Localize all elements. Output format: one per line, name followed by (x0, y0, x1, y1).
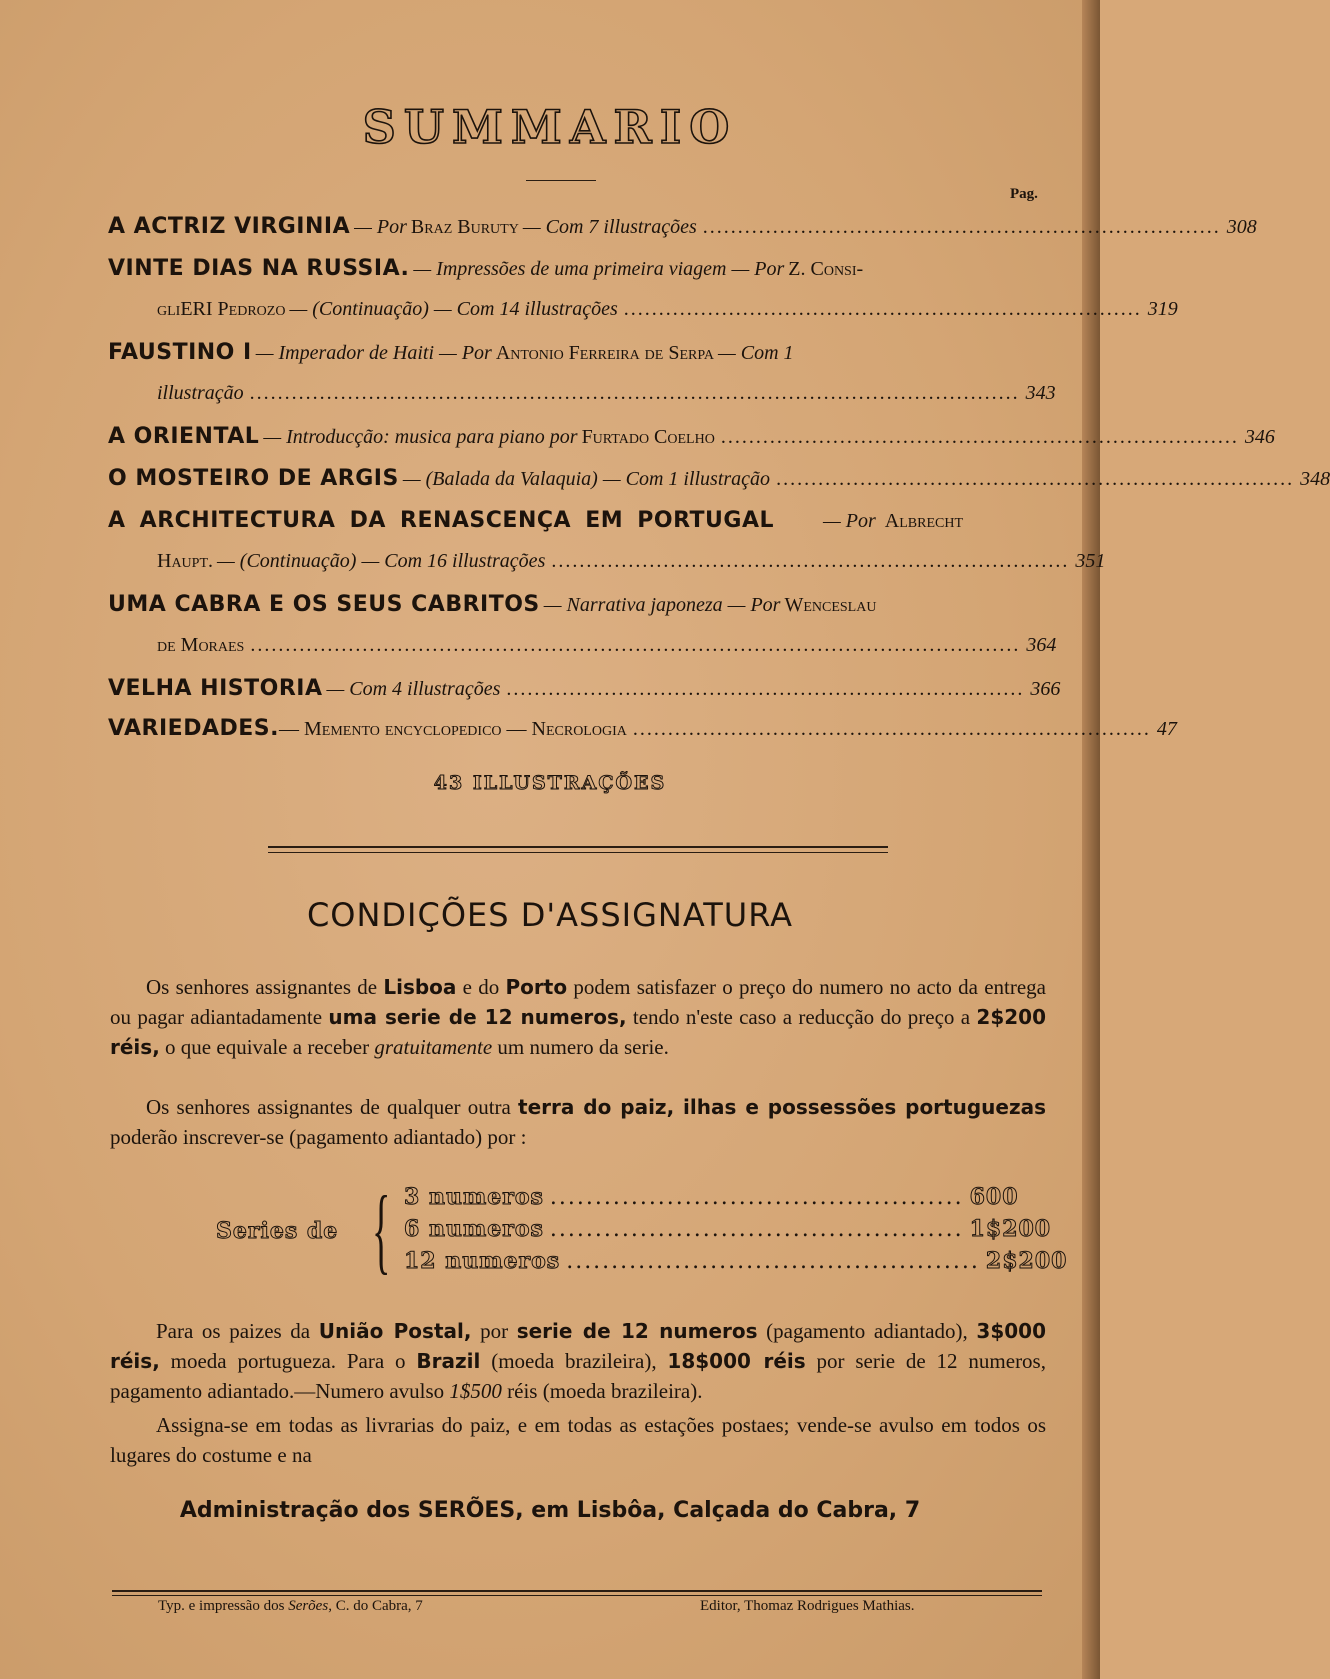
toc-page-number: 308 (1226, 216, 1257, 238)
toc-page-number: 346 (1244, 426, 1275, 448)
where-to-subscribe-paragraph: Assigna-se em todas as livrarias do paiz, e em todas as estações postaes; vende-se avulso em todos os lugares do costume e na (110, 1413, 1046, 1467)
page-edge-shadow (1082, 0, 1100, 1679)
toc-entry-continuation: illustração .............................................................................................................. 343 (157, 382, 1056, 404)
toc-entry: FAUSTINO I — Imperador de Haiti — Por Antonio Ferreira de Serpa — Com 1 (108, 340, 794, 365)
toc-entry: A ARCHITECTURA DA RENASCENÇA EM PORTUGAL — Por Albrecht (108, 508, 964, 533)
toc-entry: VINTE DIAS NA RUSSIA. — Impressões de uma primeira viagem — Por Z. Consi- (108, 256, 864, 281)
administration-address: Administração dos SERÕES, em Lisbôa, Calçada do Cabra, 7 (179, 1498, 921, 1523)
series-label: Series de (216, 1218, 339, 1244)
title-rule (526, 180, 596, 181)
toc-page-number: 364 (1026, 634, 1057, 656)
toc-entry: UMA CABRA E OS SEUS CABRITOS — Narrativa japoneza — Por Wenceslau (108, 592, 877, 617)
toc-entry: VARIEDADES. — Memento encyclopedico — Necrologia .......................................................................... 47 (108, 716, 1177, 741)
toc-entry-continuation: de Moraes .............................................................................................................. 364 (157, 634, 1057, 656)
series-row: 12 numeros .............................................. 2$200 (404, 1248, 1068, 1274)
toc-entry-continuation: Haupt. — (Continuação) — Com 16 illustrações .......................................................................... 351 (157, 550, 1106, 572)
toc-entry-continuation: gliERI Pedrozo — (Continuação) — Com 14 illustrações .......................................................................... 319 (157, 298, 1178, 320)
postal-union-paragraph: Para os paizes da União Postal, por serie de 12 numeros (pagamento adiantado), 3$000 réis, moeda portugueza. Para o Brazil (moeda brazileira), 18$000 réis por serie de 12 numeros, pagamento adiantado.—Numero avulso 1$500 réis (moeda brazileira). (110, 1319, 1046, 1403)
printer-credit: Typ. e impressão dos Serões, C. do Cabra, 7 (158, 1598, 423, 1614)
toc-page-number: 348 (1300, 468, 1330, 490)
subscription-paragraph-lisbon: Os senhores assignantes de Lisboa e do Porto podem satisfazer o preço do numero no acto da entrega ou pagar adiantadamente uma serie de 12 numeros, tendo n'este caso a reducção do preço a 2$200 réis, o que equivale a receber gratuitamente um numero da serie. (110, 975, 1046, 1059)
subscription-paragraph-provinces: Os senhores assignantes de qualquer outra terra do paiz, ilhas e possessões portuguezas poderão inscrever-se (pagamento adiantado) por : (110, 1095, 1047, 1149)
toc-entry: A ORIENTAL — Introducção: musica para piano por Furtado Coelho .......................................................................... 346 (108, 424, 1275, 449)
toc-entry: O MOSTEIRO DE ARGIS — (Balada da Valaquia) — Com 1 illustração .......................................................................... 348 (108, 466, 1330, 491)
toc-page-number: 319 (1147, 298, 1178, 320)
summary-title: SUMMARIO (362, 100, 738, 154)
illustration-count: 43 ILLUSTRAÇÕES (433, 772, 667, 794)
series-brace: { (372, 1176, 391, 1283)
toc-entry: A ACTRIZ VIRGINIA — Por Braz Buruty — Com 7 illustrações .......................................................................... 308 (108, 214, 1257, 239)
editor-credit: Editor, Thomaz Rodrigues Mathias. (700, 1598, 915, 1614)
toc-page-number: 343 (1025, 382, 1056, 404)
toc-page-number: 366 (1030, 678, 1061, 700)
toc-page-number: 47 (1156, 718, 1177, 740)
page-column-label: Pag. (1010, 186, 1038, 202)
series-row: 6 numeros .............................................. 1$200 (404, 1216, 1052, 1242)
conditions-title: CONDIÇÕES D'ASSIGNATURA (306, 896, 794, 934)
footer-divider (112, 1590, 1042, 1596)
toc-page-number: 351 (1075, 550, 1106, 572)
series-row: 3 numeros .............................................. 600 (404, 1184, 1019, 1210)
section-divider (268, 846, 888, 853)
toc-entry: VELHA HISTORIA — Com 4 illustrações .......................................................................... 366 (108, 676, 1061, 701)
